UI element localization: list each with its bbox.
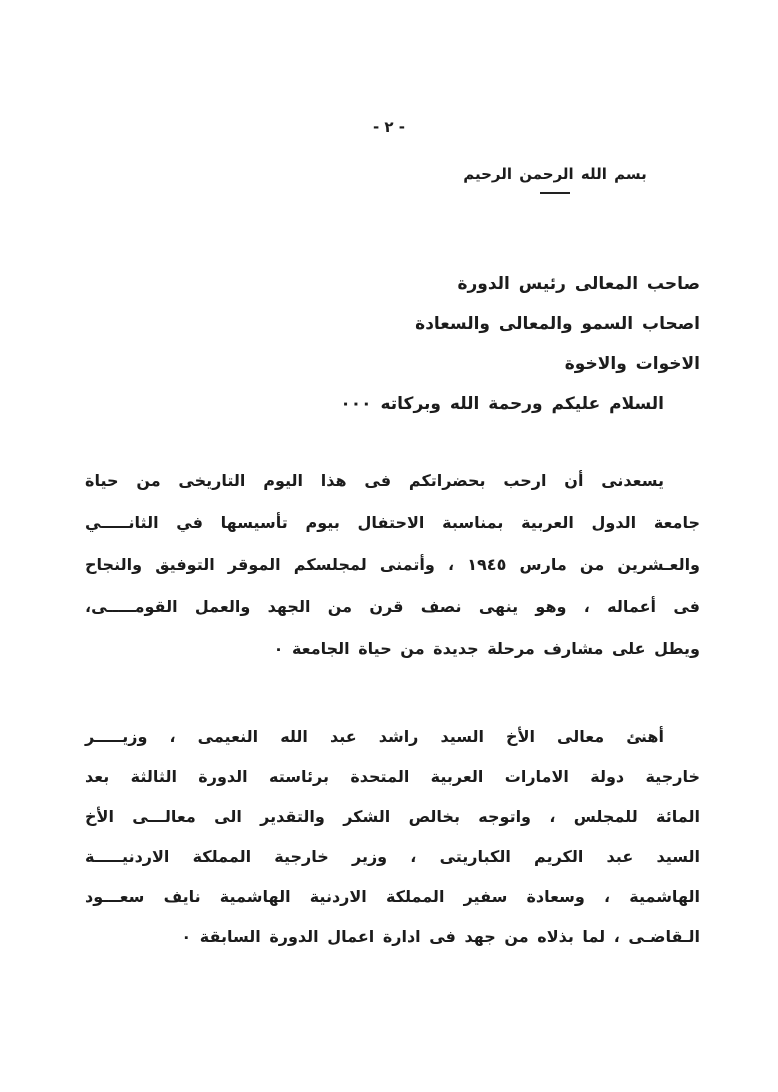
text-line: أهنئ معالى الأخ السيد راشد عبد الله النعيمى ، وزيـــــر [85, 727, 664, 746]
basmala-text: بسم الله الرحمن الرحيم [463, 165, 647, 183]
text-line: والعـشرين من مارس ١٩٤٥ ، وأتمنى لمجلسكم الموقر التوفيق والنجاح [85, 555, 700, 574]
text-line: جامعة الدول العربية بمناسبة الاحتفال بيوم تأسيسها في الثانـــــي [85, 513, 700, 532]
salutation-line-chairman: صاحب المعالى رئيس الدورة [457, 274, 700, 294]
text-line: الهاشمية ، وسعادة سفير المملكة الاردنية الهاشمية نايف سعـــود [85, 887, 700, 906]
basmala-underline [540, 192, 570, 194]
text-line: فى أعماله ، وهو ينهى نصف قرن من الجهد والعمل القومـــــى، [85, 597, 700, 616]
salutation-line-brothers-sisters: الاخوات والاخوة [564, 354, 700, 374]
greeting-line: السلام عليكم ورحمة الله وبركاته ٠٠٠ [340, 394, 664, 414]
paragraph-congratulations [85, 717, 700, 957]
text-line: يسعدنى أن ارحب بحضراتكم فى هذا اليوم التاريخى من حياة [85, 471, 664, 490]
text-line: الـقاضـى ، لما بذلاه من جهد فى ادارة اعمال الدورة السابقة ٠ [181, 927, 700, 946]
text-line: ويطل على مشارف مرحلة جديدة من حياة الجامعة ٠ [273, 639, 700, 658]
paragraph-welcome [85, 460, 700, 670]
salutations-block [85, 264, 700, 424]
text-line: خارجية دولة الامارات العربية المتحدة برئاسته الدورة الثالثة بعد [85, 767, 700, 786]
text-line: المائة للمجلس ، واتوجه بخالص الشكر والتقدير الى معالـــى الأخ [85, 807, 700, 826]
basmala-block [460, 165, 650, 194]
text-line: السيد عبد الكريم الكباريتى ، وزير خارجية المملكة الاردنيـــــة [85, 847, 700, 866]
salutation-line-excellencies: اصحاب السمو والمعالى والسعادة [415, 314, 700, 334]
page-number: - ٢ - [372, 118, 406, 136]
